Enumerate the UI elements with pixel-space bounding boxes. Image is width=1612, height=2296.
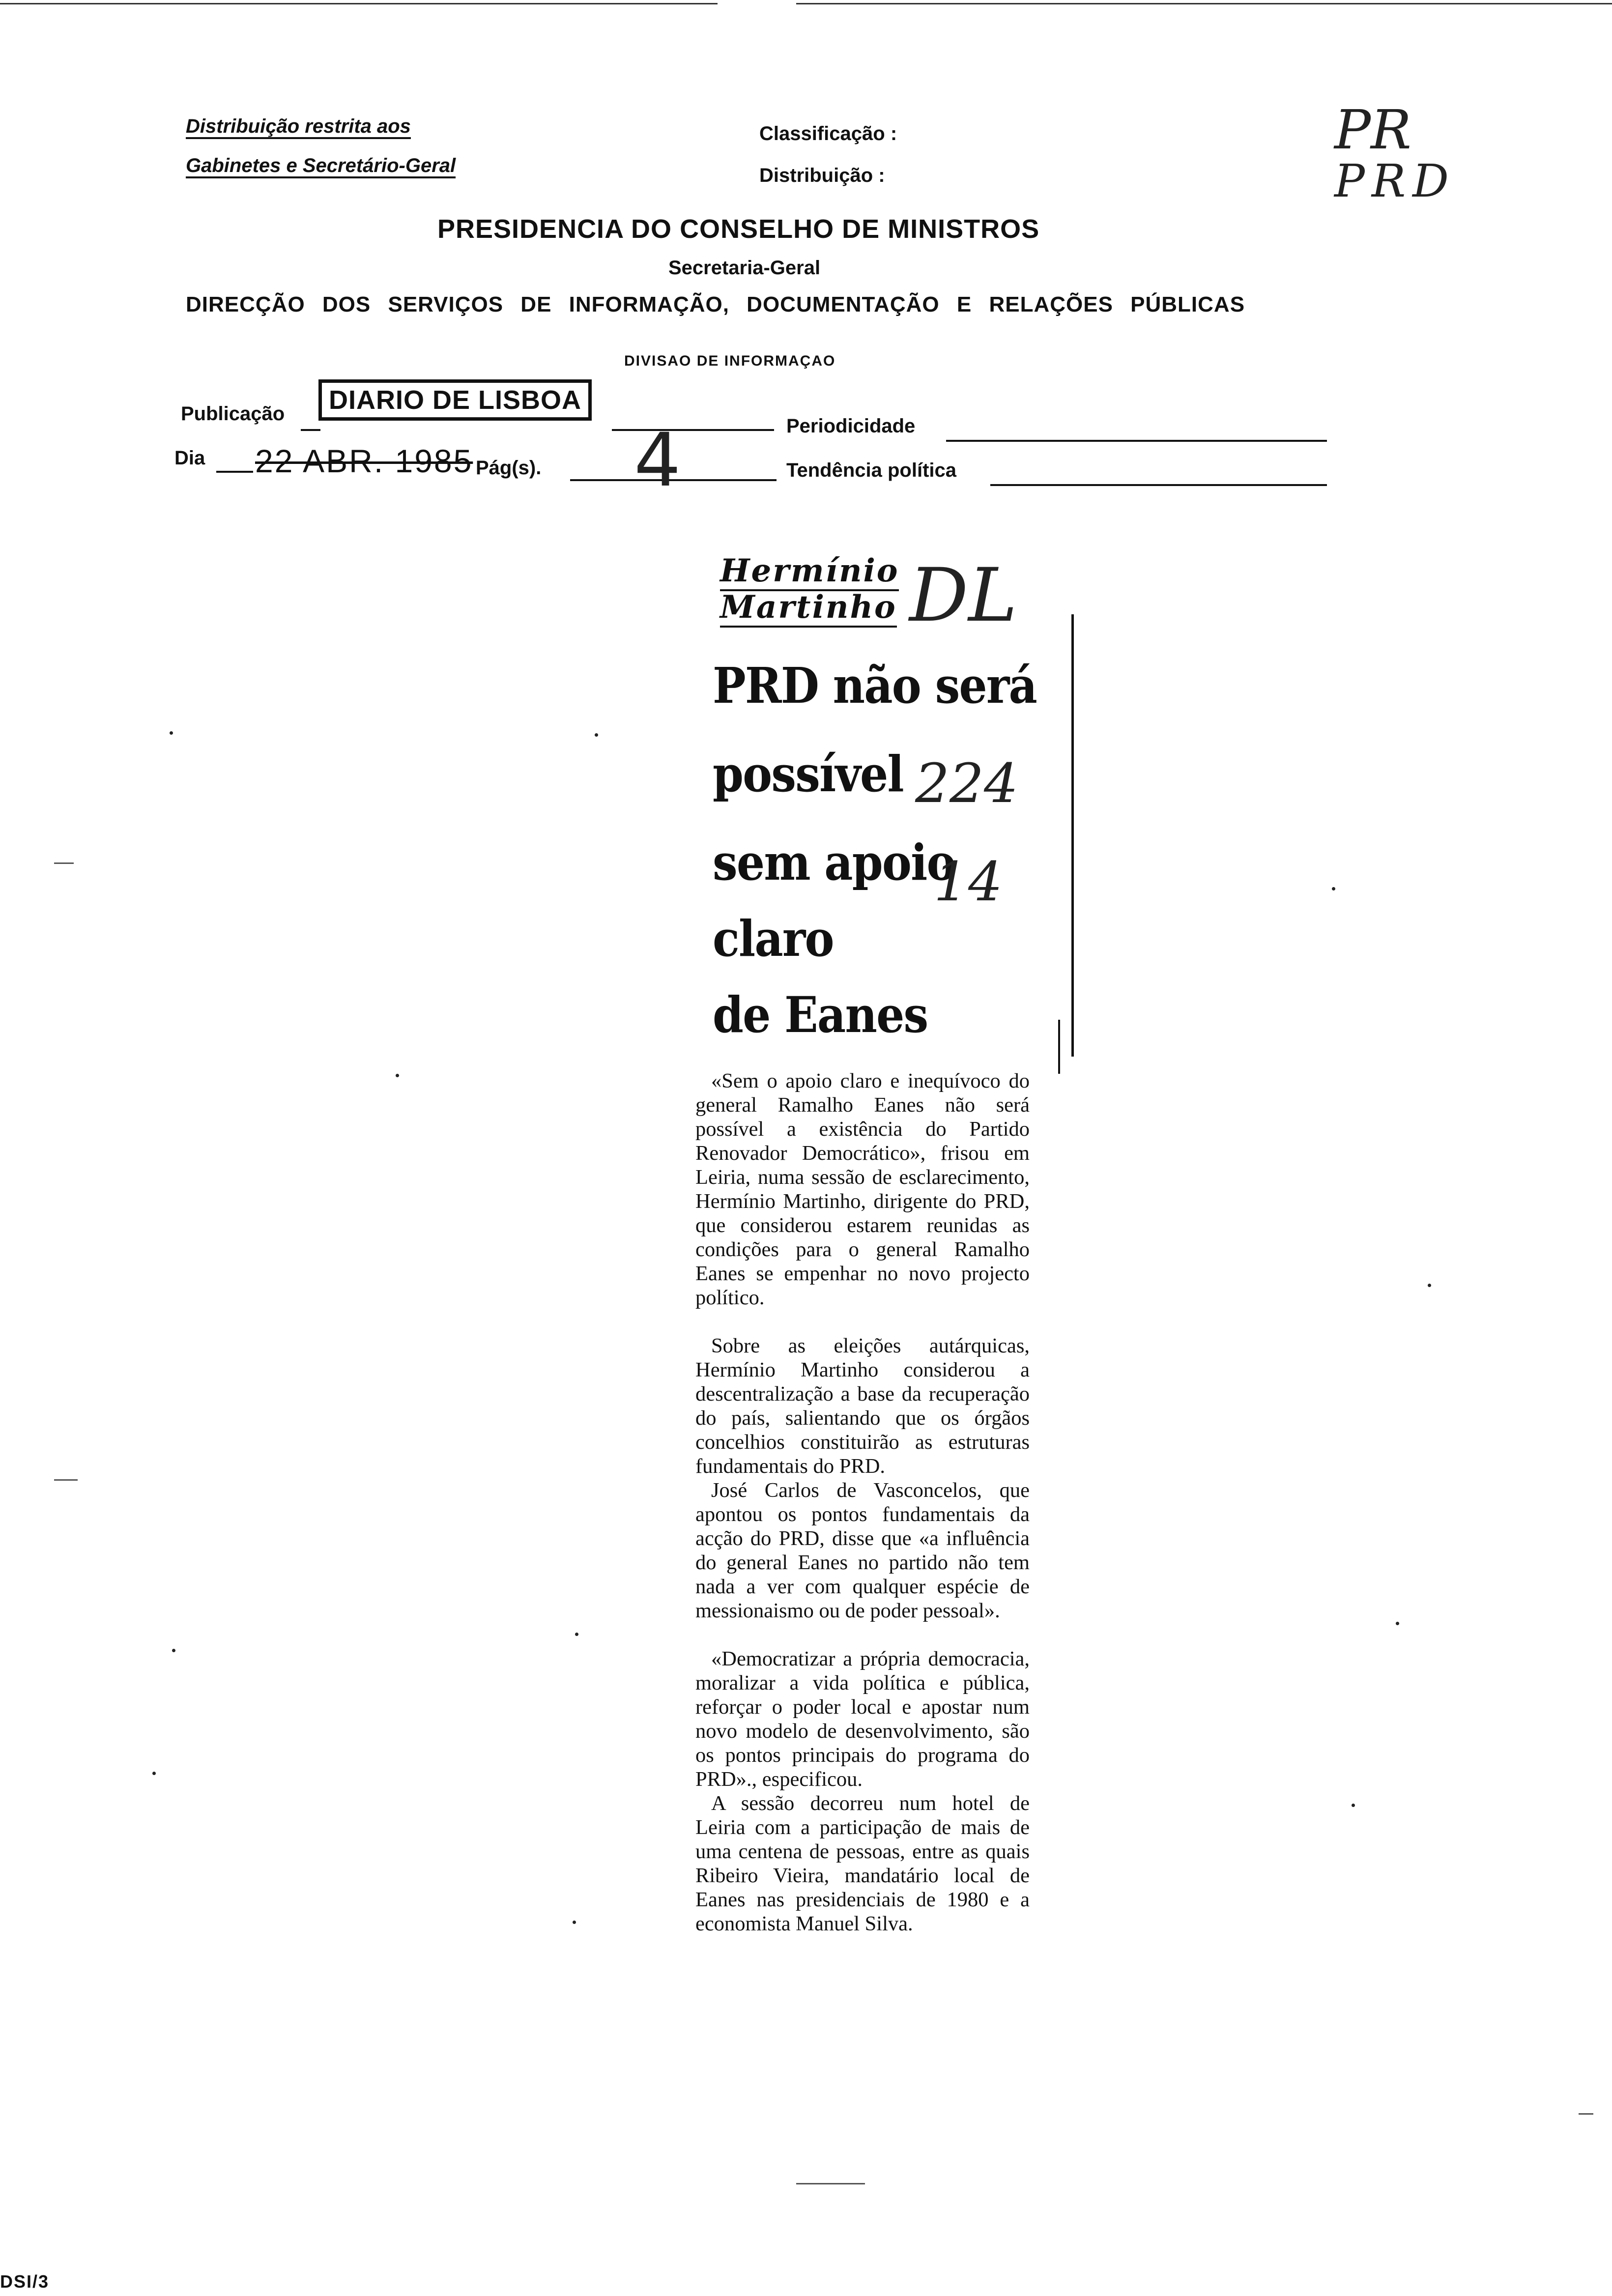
article-paragraph: «Sem o apoio claro e inequívoco do general Ramalho Eanes não será possível a existência do Partido Renovador Democrático», frisou em Leiria, numa sessão de esclarecimento, Hermínio Martinho, dirigente do PRD, que considerou estarem reunidas as condições para o general Ramalho Eanes se empenhar no novo projecto político. bbox=[695, 1069, 1030, 1309]
periodicidade-label: Periodicidade bbox=[786, 415, 916, 437]
date-stamp: 22 ABR. 1985 bbox=[253, 442, 475, 480]
article-body bbox=[695, 1069, 1030, 1936]
scan-speck bbox=[575, 1633, 578, 1636]
pags-label: Pág(s). bbox=[476, 457, 542, 479]
scan-mark bbox=[54, 862, 74, 864]
handwritten-pr: PR bbox=[1334, 98, 1411, 161]
article-paragraph: «Democratizar a própria democracia, moralizar a vida política e pública, reforçar o poder local e apostar num novo modelo de desenvolvimento, são os pontos principais do programa do PRD»., especificou. bbox=[695, 1647, 1030, 1791]
scan-edge-line bbox=[0, 3, 718, 4]
classificacao-label: Classificação : bbox=[759, 123, 897, 144]
periodicidade-line bbox=[946, 440, 1327, 442]
scan-speck bbox=[1396, 1622, 1399, 1625]
distribuicao-label: Distribuição : bbox=[759, 165, 885, 186]
scan-speck bbox=[1352, 1804, 1355, 1807]
headline-line: PRD não será bbox=[713, 657, 1037, 715]
division-title: DIVISAO DE INFORMAÇAO bbox=[624, 353, 836, 369]
secretariat-title: Secretaria-Geral bbox=[668, 257, 821, 279]
article-byline bbox=[720, 553, 899, 625]
headline-line: possível bbox=[713, 745, 903, 803]
article-paragraph: A sessão decorreu num hotel de Leiria com a participação de mais de uma centena de pessoas, entre as quais Ribeiro Vieira, mandatário local de Eanes nas presidenciais de 1980 e a economista Manuel Silva. bbox=[695, 1792, 1030, 1935]
publicacao-label: Publicação bbox=[181, 403, 285, 425]
scan-mark bbox=[1579, 2113, 1593, 2115]
article-paragraph: José Carlos de Vasconcelos, que apontou os pontos fundamentais da acção do PRD, disse que «a influência do general Eanes no partido não tem nada a ver com qualquer espécie de messionaismo ou de poder pessoal». bbox=[695, 1479, 1030, 1622]
headline-line: sem apoio bbox=[713, 833, 955, 891]
publicacao-line bbox=[301, 429, 320, 431]
scan-speck bbox=[595, 733, 598, 737]
clipping-edge-line bbox=[1058, 1020, 1060, 1074]
byline-first-name: Hermínio bbox=[720, 552, 899, 591]
scan-speck bbox=[396, 1074, 399, 1077]
clipping-bottom-edge bbox=[796, 2183, 865, 2184]
ministry-title: PRESIDENCIA DO CONSELHO DE MINISTROS bbox=[437, 214, 1040, 244]
tendencia-line bbox=[990, 484, 1327, 486]
scan-speck bbox=[152, 1772, 156, 1775]
dia-label: Dia bbox=[174, 447, 205, 469]
scan-mark bbox=[54, 1479, 78, 1481]
scan-speck bbox=[172, 1649, 175, 1652]
headline-line: de Eanes bbox=[713, 986, 928, 1044]
directorate-title: DIRECÇÃO DOS SERVIÇOS DE INFORMAÇÃO, DOCUMENTAÇÃO E RELAÇÕES PÚBLICAS bbox=[186, 292, 1245, 316]
headline-line: claro bbox=[713, 910, 834, 968]
handwritten-code-224: 224 bbox=[915, 752, 1018, 815]
handwritten-prd: PRD bbox=[1334, 155, 1456, 207]
scan-speck bbox=[170, 731, 173, 735]
handwritten-page-number: 4 bbox=[634, 418, 681, 503]
tendencia-label: Tendência política bbox=[786, 459, 956, 481]
clipping-edge-line bbox=[1071, 614, 1074, 1057]
article-paragraph: Sobre as eleições autárquicas, Hermínio Martinho considerou a descentralização a base da recuperação do país, salientando que os órgãos concelhios constituirão as estruturas fundamentais do PRD. bbox=[695, 1334, 1030, 1478]
distribution-note-line1: Distribuição restrita aos bbox=[186, 115, 411, 138]
distribution-note-line2: Gabinetes e Secretário-Geral bbox=[186, 155, 456, 177]
handwritten-code-14: 14 bbox=[934, 850, 1003, 913]
form-code: DSI/3 bbox=[0, 2271, 50, 2292]
scan-speck bbox=[1428, 1284, 1431, 1287]
scan-speck bbox=[1332, 887, 1335, 890]
scan-speck bbox=[573, 1921, 576, 1924]
handwritten-dl: DL bbox=[909, 553, 1017, 638]
scan-edge-line bbox=[796, 3, 1612, 4]
byline-last-name: Martinho bbox=[720, 589, 897, 628]
publication-stamp: DIARIO DE LISBOA bbox=[318, 379, 592, 421]
